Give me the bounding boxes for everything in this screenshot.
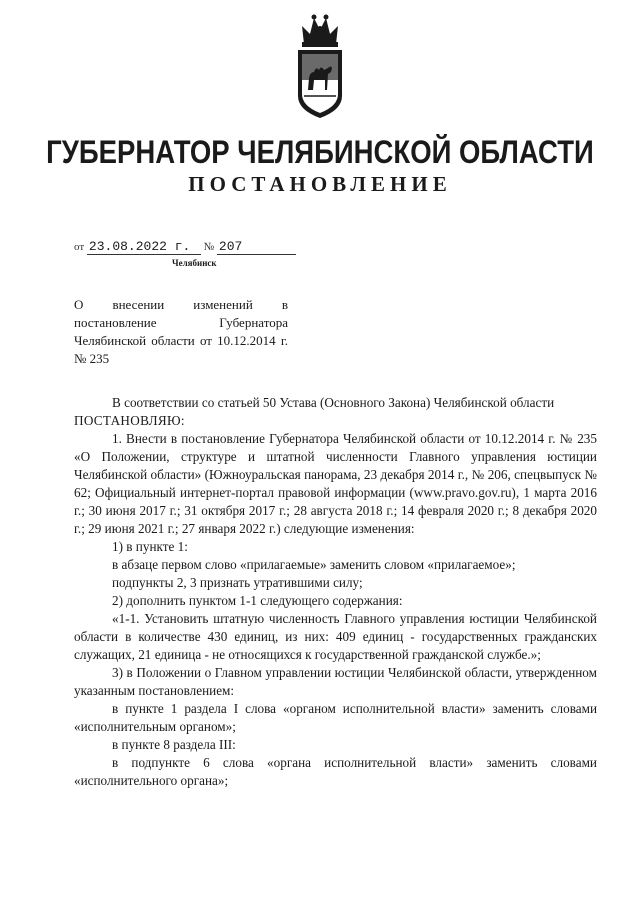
date-label: от bbox=[74, 241, 85, 253]
registration-line bbox=[74, 240, 296, 255]
document-date: 23.08.2022 г. bbox=[87, 240, 201, 255]
coat-of-arms-icon bbox=[292, 10, 348, 120]
number-label: № bbox=[203, 241, 215, 253]
paragraph: в пункте 1 раздела I слова «органом исполнительной власти» заменить словами «исполнительным органом»; bbox=[74, 701, 597, 734]
document-type: ПОСТАНОВЛЕНИЕ bbox=[188, 172, 452, 196]
paragraph: в абзаце первом слово «прилагаемые» заменить словом «прилагаемое»; bbox=[112, 557, 516, 572]
city: Челябинск bbox=[172, 258, 217, 268]
paragraph: 2) дополнить пунктом 1-1 следующего содержания: bbox=[112, 593, 403, 608]
paragraph: в пункте 8 раздела III: bbox=[112, 737, 236, 752]
decree-word: ПОСТАНОВЛЯЮ: bbox=[74, 413, 185, 428]
paragraph: «1-1. Установить штатную численность Главного управления юстиции Челябинской области в количестве 430 единиц, из них: 409 единиц - государственных гражданских служащих, 21 единица - не относящихся к государственной гражданской службе.»; bbox=[74, 611, 597, 662]
paragraph: подпункты 2, 3 признать утратившими силу; bbox=[112, 575, 363, 590]
issuer-title: ГУБЕРНАТОР ЧЕЛЯБИНСКОЙ ОБЛАСТИ bbox=[46, 134, 594, 170]
paragraph: в подпункте 6 слова «органа исполнительной власти» заменить словами «исполнительного органа»; bbox=[74, 755, 597, 788]
paragraph: 1) в пункте 1: bbox=[112, 539, 188, 554]
document-body bbox=[74, 394, 597, 790]
document-number: 207 bbox=[217, 240, 296, 255]
paragraph: 3) в Положении о Главном управлении юстиции Челябинской области, утвержденном указанным постановлением: bbox=[74, 665, 597, 698]
paragraph: 1. Внести в постановление Губернатора Челябинской области от 10.12.2014 г. № 235 «О Положении, структуре и штатной численности Главного управления юстиции Челябинской области» (Южноуральская панорама, 23 декабря 2014 г., № 206, спецвыпуск № 62; Официальный интернет-портал правовой информации (www.pravo.gov.ru), 1 марта 2016 г.; 30 июня 2017 г.; 31 октября 2017 г.; 28 августа 2018 г.; 14 февраля 2020 г.; 8 декабря 2020 г.; 29 июня 2021 г.; 27 января 2022 г.) следующие изменения: bbox=[74, 431, 597, 536]
document-subject: О внесении изменений в постановление Губернатора Челябинской области от 10.12.2014 г. № 235 bbox=[74, 297, 288, 366]
preamble: В соответствии со статьей 50 Устава (Основного Закона) Челябинской области bbox=[112, 395, 555, 410]
